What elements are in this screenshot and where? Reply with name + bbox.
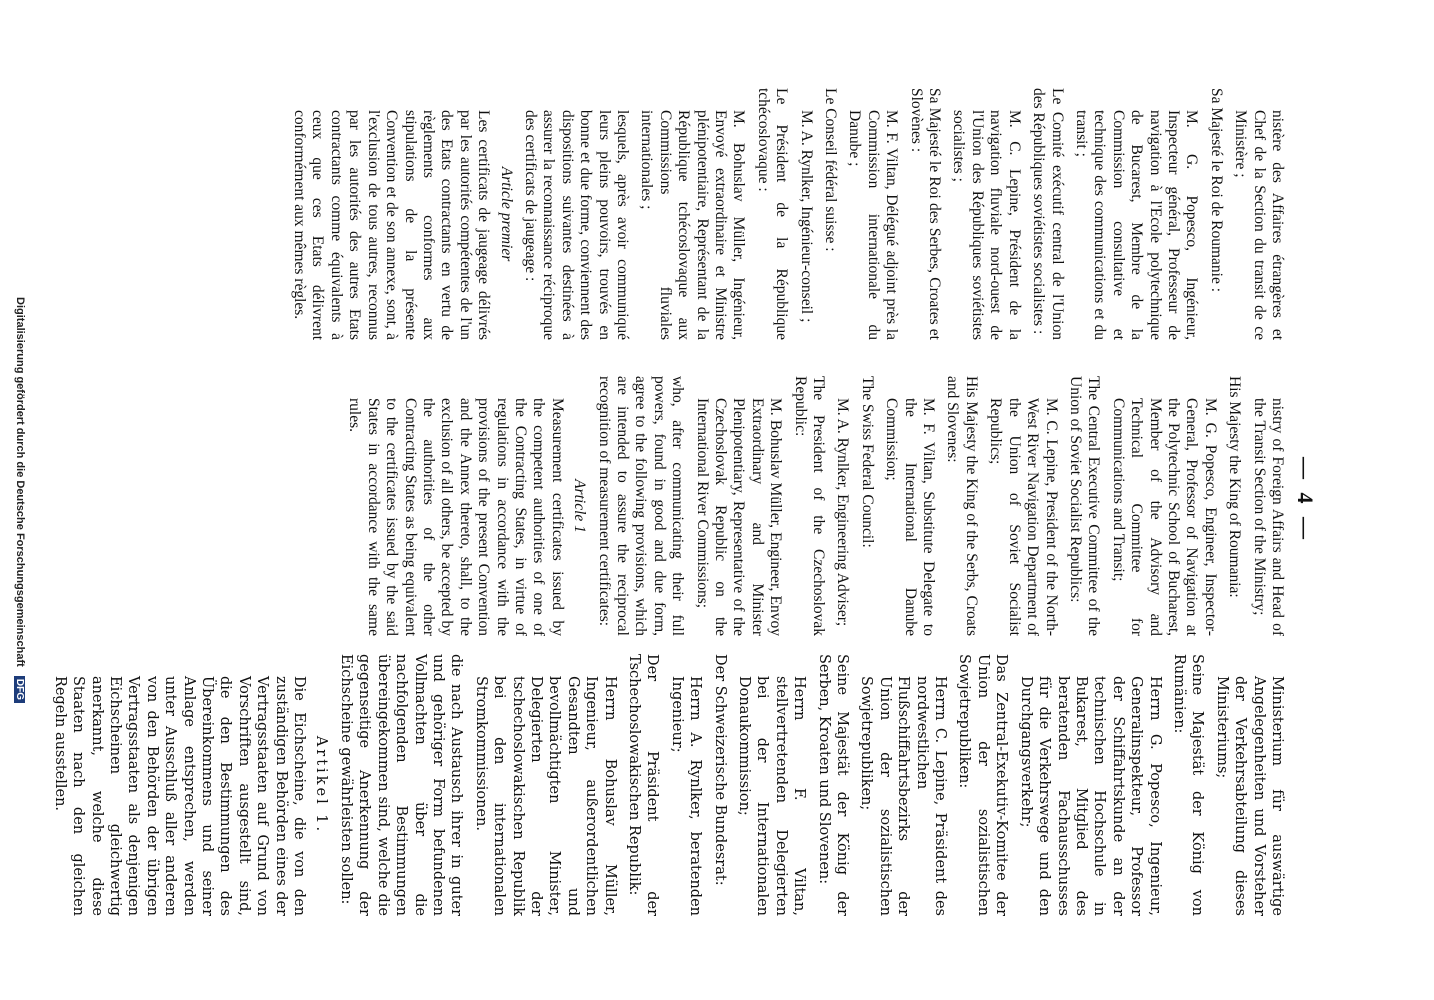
french-article-heading: Article premier <box>497 166 515 262</box>
english-paragraph: nistry of Foreign Affairs and Head of the Transit Section of the Ministry; <box>1250 398 1286 636</box>
page-number: — 4 — <box>1293 457 1318 543</box>
english-paragraph: The Central Executive Committee of the Union of Soviet Socialist Republics: <box>1066 376 1103 636</box>
french-paragraph: lesquels, après avoir communiqué leurs pleins pouvoirs, trouvés en bonne et due forme, conviennent des dispositions suivantes destinées à assurer la reconnaissance réciproque des certificats de jaugeage : <box>521 110 631 340</box>
french-paragraph: M. C. Lepine, Président de la navigation fluviale nord-ouest de l'Union des Républiques soviétistes socialistes ; <box>950 110 1023 340</box>
english-paragraph: M. Bohuslav Müller, Engineer, Envoy Extraordinary and Minister Plenipotentiary, Representative of the Czechoslovak Republic on the International River Commissions; <box>693 398 785 636</box>
german-paragraph: Der Präsident der Tschechoslowakischen Republik: <box>626 654 661 916</box>
english-paragraph: M. A. Rynlker, Engineering Adviser; <box>834 398 852 627</box>
english-paragraph: M. C. Lepine, President of the North-West River Navigation Department of the Union of Soviet Socialist Republics; <box>987 398 1060 636</box>
footer-text: Digitalisierung gefördert durch die Deutsche Forschungsgemeinschaft <box>14 297 26 667</box>
german-paragraph: Herrn F. Viltan, stellvertretenden Delegierten bei der Internationalen Donaukommission; <box>736 676 808 916</box>
english-paragraph: The President of the Czechoslovak Republic: <box>791 376 828 636</box>
digitization-footer <box>14 0 26 1000</box>
dfg-logo: DFG <box>14 676 25 703</box>
german-article-heading: Artikel 1. <box>313 735 330 835</box>
english-paragraph: Measurement certificates issued by the competent authorities of one of the Contracting States, in virtue of regulations in accordance with the provisions of the present Convention and the Annex thereto, shall, to the exclusion of all others, be accepted by the authorities of the other Contracting States as being equivalent to the certificates issued by the said States in accordance with the same rules. <box>346 398 566 636</box>
german-paragraph: Die Eichscheine, die von den zuständigen Behörden eines der Vertragsstaaten auf Grund von Vorschriften ausgestellt sind, die den Bestimmungen des Übereinkommens und seiner Anlage entsprechen, werden unter Ausschluß aller anderen von den Behörden der übrigen Vertragsstaaten als denjenigen Eichscheinen gleichwertig anerkannt, welche diese Staaten nach den gleichen Regeln ausstellen. <box>51 676 308 916</box>
german-paragraph: Seine Majestät der König der Serben, Kroaten und Slovenen: <box>815 654 851 916</box>
english-paragraph: The Swiss Federal Council: <box>858 376 876 548</box>
french-paragraph: Sa Majesté le Roi de Roumanie : <box>1207 88 1225 293</box>
french-paragraph: Les certificats de jaugeage délivrés par les autorités compétentes de l'un des Etats contractants en vertu de règlements conformes aux stipulations de la présente Convention et de son annexe, sont, à l'exclusion de tous autres, reconnus par les autorités des autres Etats contractants comme équivalents à ceux que ces Etats délivrent conformément aux mêmes règles. <box>291 110 493 340</box>
german-paragraph: Herrn A. Rynlker, beratenden Ingenieur; <box>668 676 704 916</box>
french-paragraph: M. A. Rynlker, Ingénieur-conseil ; <box>797 110 815 323</box>
english-paragraph: M. G. Popesco, Engineer, Inspector-General, Professor of Navigation at the Polytechnic School of Bucharest, Member of the Advisory and Technical Committee for Communications and Transit; <box>1109 398 1219 636</box>
french-paragraph: Le Comité exécutif central de l'Union des Républiques soviétistes socialistes : <box>1030 88 1066 340</box>
english-paragraph: M. F. Viltan, Substitute Delegate to the International Danube Commission; <box>883 398 938 636</box>
german-paragraph: Der Schweizerische Bundesrat: <box>711 654 728 886</box>
french-paragraph: M. Bohuslav Müller, Ingénieur, Envoyé extraordinaire et Ministre plénipotentiaire, Représentant de la République tchécoslovaque aux Commissions fluviales internationales ; <box>638 110 748 340</box>
french-paragraph: Le Conseil fédéral suisse : <box>822 88 840 252</box>
french-paragraph: M. G. Popesco, Ingénieur, Inspecteur général, Professeur de navigation à l'Ecole polytechnique de Bucarest, Membre de la Commission consultative et technique des communications et du transit ; <box>1072 110 1201 340</box>
german-column <box>51 654 1286 916</box>
english-paragraph: His Majesty the King of the Serbs, Croats and Slovenes: <box>944 376 980 636</box>
german-paragraph: Herrn C. Lepine, Präsident des nordwestlichen Flußschiffahrtsbezirks der Union der sozialistischen Sowjetrepubliken; <box>858 676 949 916</box>
german-paragraph: die nach Austausch ihrer in guter und gehöriger Form befundenen Vollmachten über die nachfolgenden Bestimmungen übereingekommen sind, welche die gegenseitige Anerkennung der Eichscheine gewährleisten sollen: <box>337 654 465 916</box>
french-paragraph: M. F. Viltan, Délégué adjoint près la Commission internationale du Danube ; <box>846 110 901 340</box>
german-paragraph: Herrn Bohuslav Müller, Ingenieur, außerordentlichen Gesandten und bevollmächtigten Minister, Delegierten der tschechoslowakischen Republik bei den internationalen Stromkommissionen. <box>472 676 618 916</box>
german-paragraph: Das Zentral-Exekutiv-Komitee der Union der sozialistischen Sowjetrepubliken: <box>956 654 1010 916</box>
french-paragraph: Le Président de la République tchécoslovaque : <box>754 88 791 340</box>
english-article-heading: Article 1 <box>571 479 589 533</box>
english-paragraph: who, after communicating their full powers, found in good and due form, agree to the following provisions, which are intended to assure the reciprocal recognition of measurement certificates: <box>595 376 687 636</box>
german-paragraph: Herrn G. Popesco, Ingenieur, Generalinspekteur, Professor der Schiffahrtskunde an der technischen Hochschule in Bukarest, Mitglied des beratenden Fachausschusses für die Verkehrswege und den Durchgangsverkehr; <box>1017 676 1163 916</box>
english-paragraph: His Majesty the King of Roumania: <box>1226 376 1244 598</box>
german-paragraph: Ministerium für auswärtige Angelegenheiten und Vorsteher der Verkehrsabteilung dieses Ministeriums; <box>1213 676 1285 916</box>
french-column <box>116 88 1286 340</box>
french-paragraph: nistère des Affaires étrangères et Chef de la Section du transit de ce Ministère ; <box>1232 110 1286 340</box>
english-column <box>116 376 1286 636</box>
german-paragraph: Seine Majestät der König von Rumänien: <box>1170 654 1206 916</box>
french-paragraph: Sa Majesté le Roi des Serbes, Croates et Slovènes : <box>907 88 944 340</box>
